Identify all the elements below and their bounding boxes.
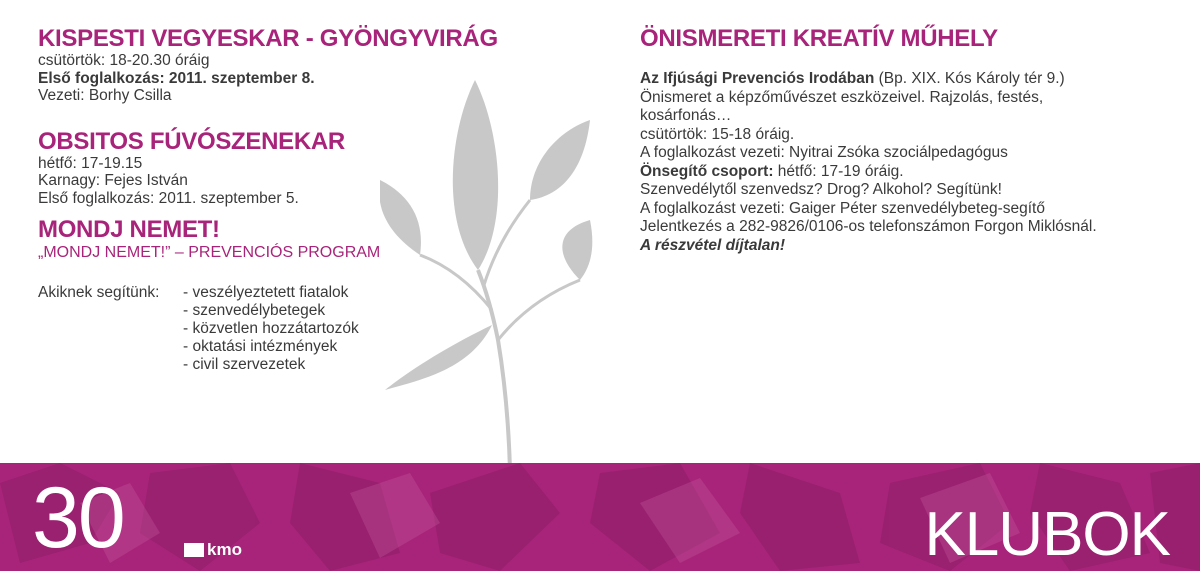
right-column [640,26,1180,255]
self-help-label: Önsegítő csoport: [640,162,774,180]
self-help-time: hétfő: 17-19 óráig. [773,162,904,180]
self-help-group [640,163,1180,182]
page-number: 30 [32,470,124,566]
choir-time: csütörtök: 18-20.30 óráig [38,52,210,69]
workshop-location [640,70,1180,89]
prevention-subtitle: „MONDJ NEMET!” – PREVENCIÓS PROGRAM [38,244,381,261]
kmo-logo [184,541,242,559]
target-groups [38,284,558,374]
list-item: - szenvedélybetegek [183,302,326,319]
section-title: KLUBOK [924,500,1170,569]
band-conductor: Karnagy: Fejes István [38,172,188,189]
workshop-time: csütörtök: 15-18 óráig. [640,125,795,143]
addiction-question: Szenvedélytől szenvedsz? Drog? Alkohol? Segítünk! [640,181,1002,198]
workshop-leader: A foglalkozást vezeti: Nyitrai Zsóka szociálpedagógus [640,144,1008,161]
list-item: - civil szervezetek [183,356,306,373]
band-title: OBSITOS FÚVÓSZENEKAR [38,127,345,155]
band-time: hétfő: 17-19.15 [38,154,143,172]
workshop-title: ÖNISMERETI KREATÍV MŰHELY [640,25,998,52]
choir-first-session: Első foglalkozás: 2011. szeptember 8. [38,69,315,87]
logo-text: kmo [207,540,242,559]
workshop-description-1: Önismeret a képzőművészet eszközeivel. Rajzolás, festés, [640,88,1044,106]
list-item: - veszélyeztetett fiatalok [183,284,349,301]
registration-info: Jelentkezés a 282-9826/0106-os telefonszámon Forgon Miklósnál. [640,218,1097,235]
choir-title: KISPESTI VEGYESKAR - GYÖNGYVIRÁG [38,25,498,52]
addiction-leader: A foglalkozást vezeti: Gaiger Péter szenvedélybeteg-segítő [640,199,1045,217]
list-item: - oktatási intézmények [183,338,338,355]
band-first-session: Első foglalkozás: 2011. szeptember 5. [38,189,299,207]
free-participation: A részvétel díjtalan! [640,236,786,254]
logo-square-icon [184,543,204,557]
list-item: - közvetlen hozzátartozók [183,320,359,337]
target-groups-label: Akiknek segítünk: [38,284,160,301]
left-column [38,26,558,374]
workshop-address: (Bp. XIX. Kós Károly tér 9.) [874,70,1065,87]
target-groups-list [183,284,359,374]
choir-leader: Vezeti: Borhy Csilla [38,87,172,104]
prevention-title: MONDJ NEMET! [38,216,220,243]
workshop-venue: Az Ifjúsági Prevenciós Irodában [640,70,875,87]
workshop-description-2: kosárfonás… [640,107,732,124]
